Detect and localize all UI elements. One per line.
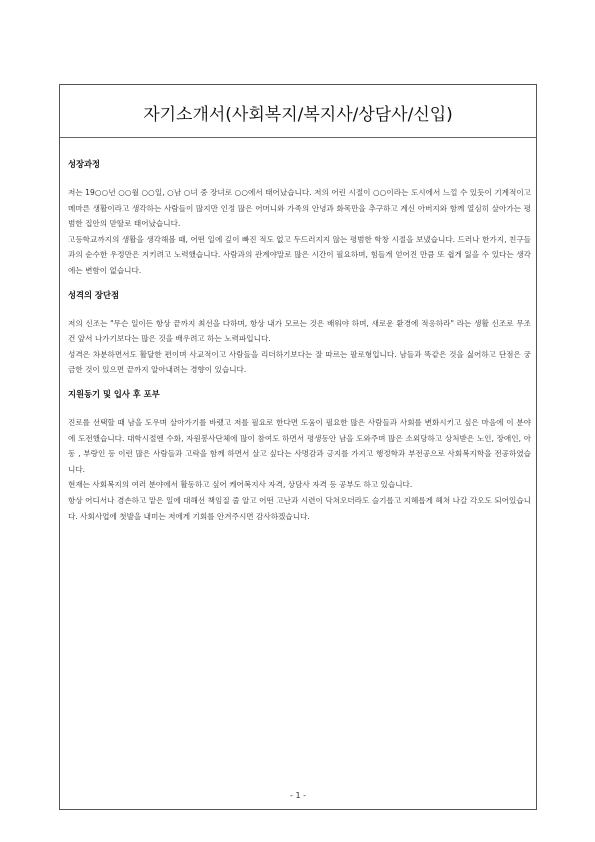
paragraph: 저는 19○○년 ○○월 ○○일, ○남 ○녀 중 장녀로 ○○에서 태어났습니다. 저의 어린 시절이 ○○이라는 도시에서 느낄 수 있듯이 기계적이고 메마른 생활이라고 생각하는 사람들이 많지만 인정 많은 어머니와 가족의 안녕과 화목만을 추구하고 계신 아버지와 함께 열심히 살아가는 평범한 집안의 맏딸로 태어났습니다. [68,188,531,229]
paragraph: 성격은 차분하면서도 활달한 편이며 사교적이고 사람들을 리더하기보다는 잘 따르는 팔로형입니다. 남들과 똑같은 것을 싫어하고 단점은 궁금한 것이 있으면 끝까지 알아내려는 경향이 있습니다. [68,349,531,375]
section-heading: 성장과정 [68,159,101,169]
paragraph: 항상 어디서나 겸손하고 맡은 일에 대해선 책임질 줄 알고 어떤 고난과 시련이 닥쳐오더라도 슬기롭고 지혜롭게 헤쳐 나갈 각오도 되어있습니다. 사회사업에 첫발을 내미는 저에게 기회를 안겨주시면 감사하겠습니다. [68,495,531,521]
document-title: 자기소개서(사회복지/복지사/상담사/신입) [143,105,453,125]
section-motivation [68,388,531,524]
paragraph: 고등학교까지의 생활을 생각해볼 때, 어떤 일에 깊이 빠진 적도 없고 두드러지지 않는 평범한 학창 시절을 보냈습니다. 드러나 한가지, 친구들과의 순수한 우정만은 지키려고 노력했습니다. 사람과의 관계야말로 많은 시간이 필요하며, 힘들게 얻어진 만큼 또 쉽게 잃을 수 있다는 생각에는 변함이 없습니다. [68,234,531,275]
section-heading: 성격의 장단점 [68,289,119,300]
paragraph: 현재는 사회복지의 여러 분야에서 활동하고 싶어 케어복지사 자격, 상담사 자격 등 공부도 하고 있습니다. [68,480,413,490]
document-frame [59,84,537,810]
title-divider [60,137,536,138]
document-body [60,158,538,534]
section-personality [68,289,531,378]
section-heading: 지원동기 및 입사 후 포부 [68,388,160,399]
paragraph: 저의 신조는 "무슨 일이든 항상 끝까지 최선을 다하며, 항상 내가 모르는 것은 배워야 하며, 새로운 환경에 적응하라" 라는 생활 신조로 무조건 앞서 나가기보다는 많은 것을 배우려고 하는 노력파입니다. [68,318,531,344]
page-number: - 1 - [290,791,306,800]
paragraph: 진로를 선택할 때 남을 도우며 살아가기를 바랬고 저를 필요로 한다면 도움이 필요한 많은 사람들과 사회를 변화시키고 싶은 마음에 이 분야에 도전했습니다. 대학시절엔 수화, 자원봉사단체에 많이 참여도 하면서 평생동안 남을 도와주며 많은 소외당하고 상처받은 노인, 장애인, 아동 , 부랑인 등 이런 많은 사람들과 고락을 함께 하면서 살고 싶다는 사명감과 긍지를 가지고 행정학과 부전공으로 사회복지학을 전공하였습니다. [68,417,531,474]
section-growth [68,158,531,279]
